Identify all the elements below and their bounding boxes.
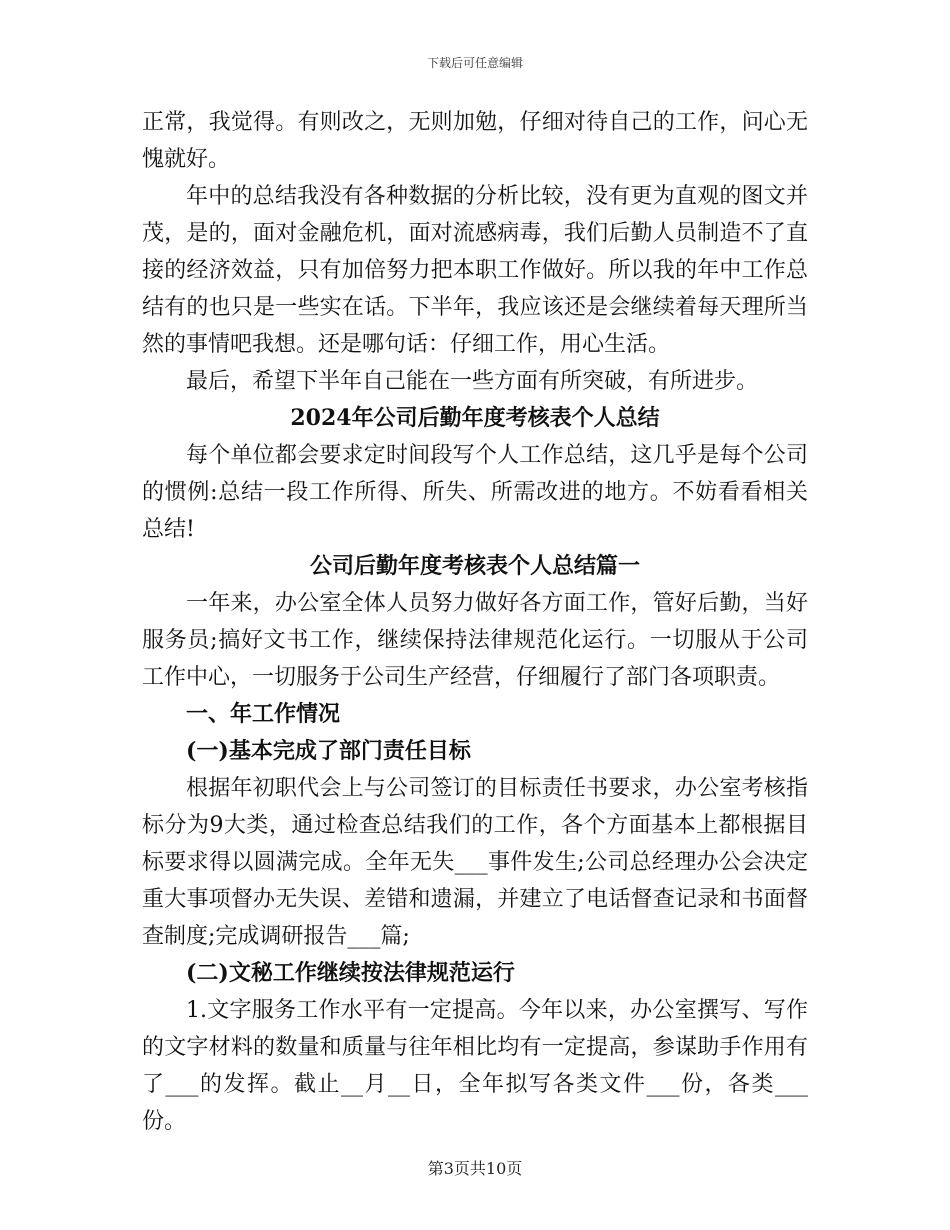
page-header: 下载后可任意编辑 — [426, 56, 523, 70]
heading-targets: (一)基本完成了部门责任目标 — [186, 738, 471, 764]
section-title: 2024年公司后勤年度考核表个人总结 — [290, 405, 660, 431]
heading-work-status: 一、年工作情况 — [186, 701, 341, 727]
paragraph-mid-year-summary: 年中的总结我没有各种数据的分析比较，没有更为直观的图文并茂，是的，面对金融危机，面对流感病毒，我们后勤人员制造不了直接的经济效益，只有加倍努力把本职工作做好。所以我的年中工作总结有的也只是一些实在话。下半年，我应该还是会继续着每天理所当然的事情吧我想。还是哪句话：仔细工作，用心生活。 — [142, 184, 808, 357]
paragraph-continued: 正常，我觉得。有则改之，无则加勉，仔细对待自己的工作，问心无愧就好。 — [142, 110, 808, 172]
paragraph-closing: 最后，希望下半年自己能在一些方面有所突破，有所进步。 — [186, 369, 759, 394]
document-body — [142, 104, 808, 1140]
paragraph-intro: 每个单位都会要求定时间段写个人工作总结，这几乎是每个公司的惯例:总结一段工作所得、所失、所需改进的地方。不妨看看相关总结! — [142, 443, 808, 542]
paragraph-writing-service: 1.文字服务工作水平有一定提高。今年以来，办公室撰写、写作的文字材料的数量和质量与往年相比均有一定提高，参谋助手作用有了___的发挥。截止__月__日，全年拟写各类文件___份，各类___份。 — [142, 998, 808, 1134]
paragraph-targets: 根据年初职代会上与公司签订的目标责任书要求，办公室考核指标分为9大类，通过检查总结我们的工作，各个方面基本上都根据目标要求得以圆满完成。全年无失___事件发生;公司总经理办公会决定重大事项督办无失误、差错和遗漏，并建立了电话督查记录和书面督查制度;完成调研报告___篇; — [142, 776, 808, 949]
article-title: 公司后勤年度考核表个人总结篇一 — [309, 553, 640, 579]
paragraph-overview: 一年来，办公室全体人员努力做好各方面工作，管好后勤，当好服务员;搞好文书工作，继续保持法律规范化运行。一切服从于公司工作中心，一切服务于公司生产经营，仔细履行了部门各项职责。 — [142, 591, 808, 690]
heading-secretarial: (二)文秘工作继续按法律规范运行 — [186, 960, 515, 986]
page-number: 第3页共10页 — [427, 1159, 523, 1178]
